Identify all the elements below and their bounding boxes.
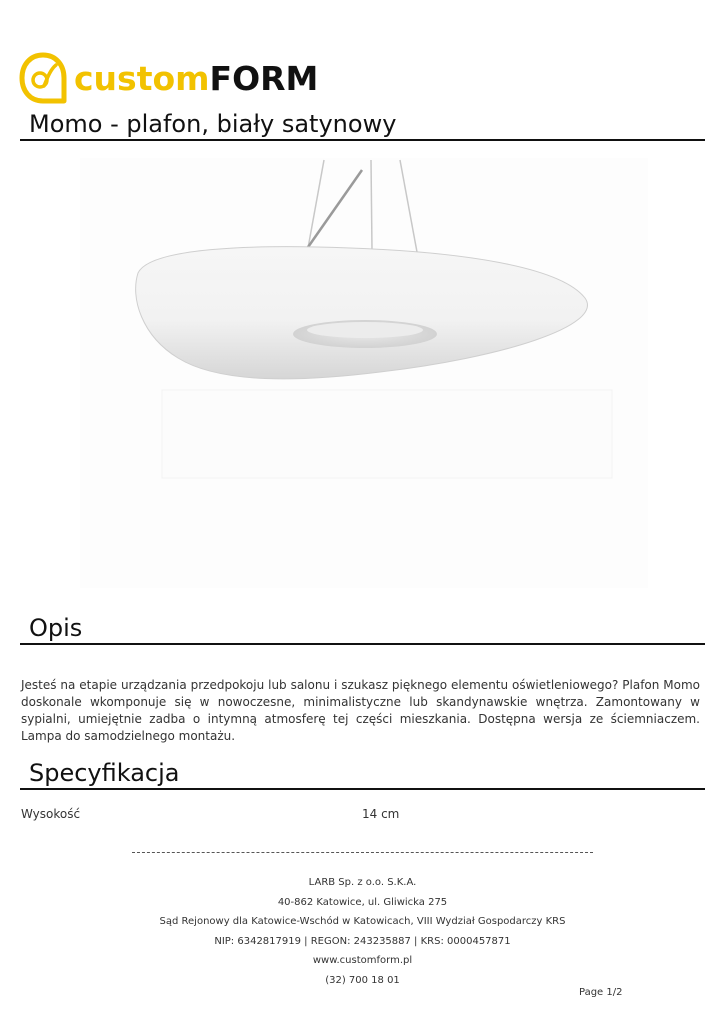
description-heading: Opis xyxy=(29,614,83,642)
spec-label: Wysokość xyxy=(21,807,81,821)
footer-divider xyxy=(132,852,593,853)
product-title: Momo - plafon, biały satynowy xyxy=(29,110,397,138)
spec-rule xyxy=(20,788,705,790)
description-text: Jesteś na etapie urządzania przedpokoju lub salonu i szukasz pięknego elementu oświetleniowego? Plafon Momo doskonale wkomponuje się w nowoczesne, minimalistyczne lub skandynawskie wnętrza. Zamontowany w sypialni, umiejętnie zadba o intymną atmosferę tej części mieszkania. Dostępna wersja ze ściemniaczem. Lampa do samodzielnego montażu. xyxy=(21,678,700,743)
footer-phone: (32) 700 18 01 xyxy=(325,974,400,986)
logo-wordmark xyxy=(74,58,319,98)
spec-row xyxy=(21,807,701,825)
lamp-illustration xyxy=(80,158,648,588)
footer-company-name: LARB Sp. z o.o. S.K.A. xyxy=(308,877,417,888)
logo-form-text: FORM xyxy=(209,58,319,98)
footer-registration: NIP: 6342817919 | REGON: 243235887 | KRS: 0000457871 xyxy=(214,935,511,947)
footer-address: 40-862 Katowice, ul. Gliwicka 275 xyxy=(277,896,448,908)
spec-heading: Specyfikacja xyxy=(29,759,180,787)
spec-value: 14 cm xyxy=(362,807,400,821)
title-rule xyxy=(20,139,705,141)
brand-logo xyxy=(18,51,318,105)
footer-court: Sąd Rejonowy dla Katowice-Wschód w Katowicach, VIII Wydział Gospodarczy KRS xyxy=(159,916,566,927)
description-rule xyxy=(20,643,705,645)
product-image xyxy=(80,158,648,588)
footer-website-link[interactable]: www.customform.pl xyxy=(312,955,413,966)
logo-custom-text: custom xyxy=(74,58,210,98)
company-footer xyxy=(0,873,725,990)
page-number: Page 1/2 xyxy=(579,987,623,998)
logo-icon xyxy=(18,51,68,105)
